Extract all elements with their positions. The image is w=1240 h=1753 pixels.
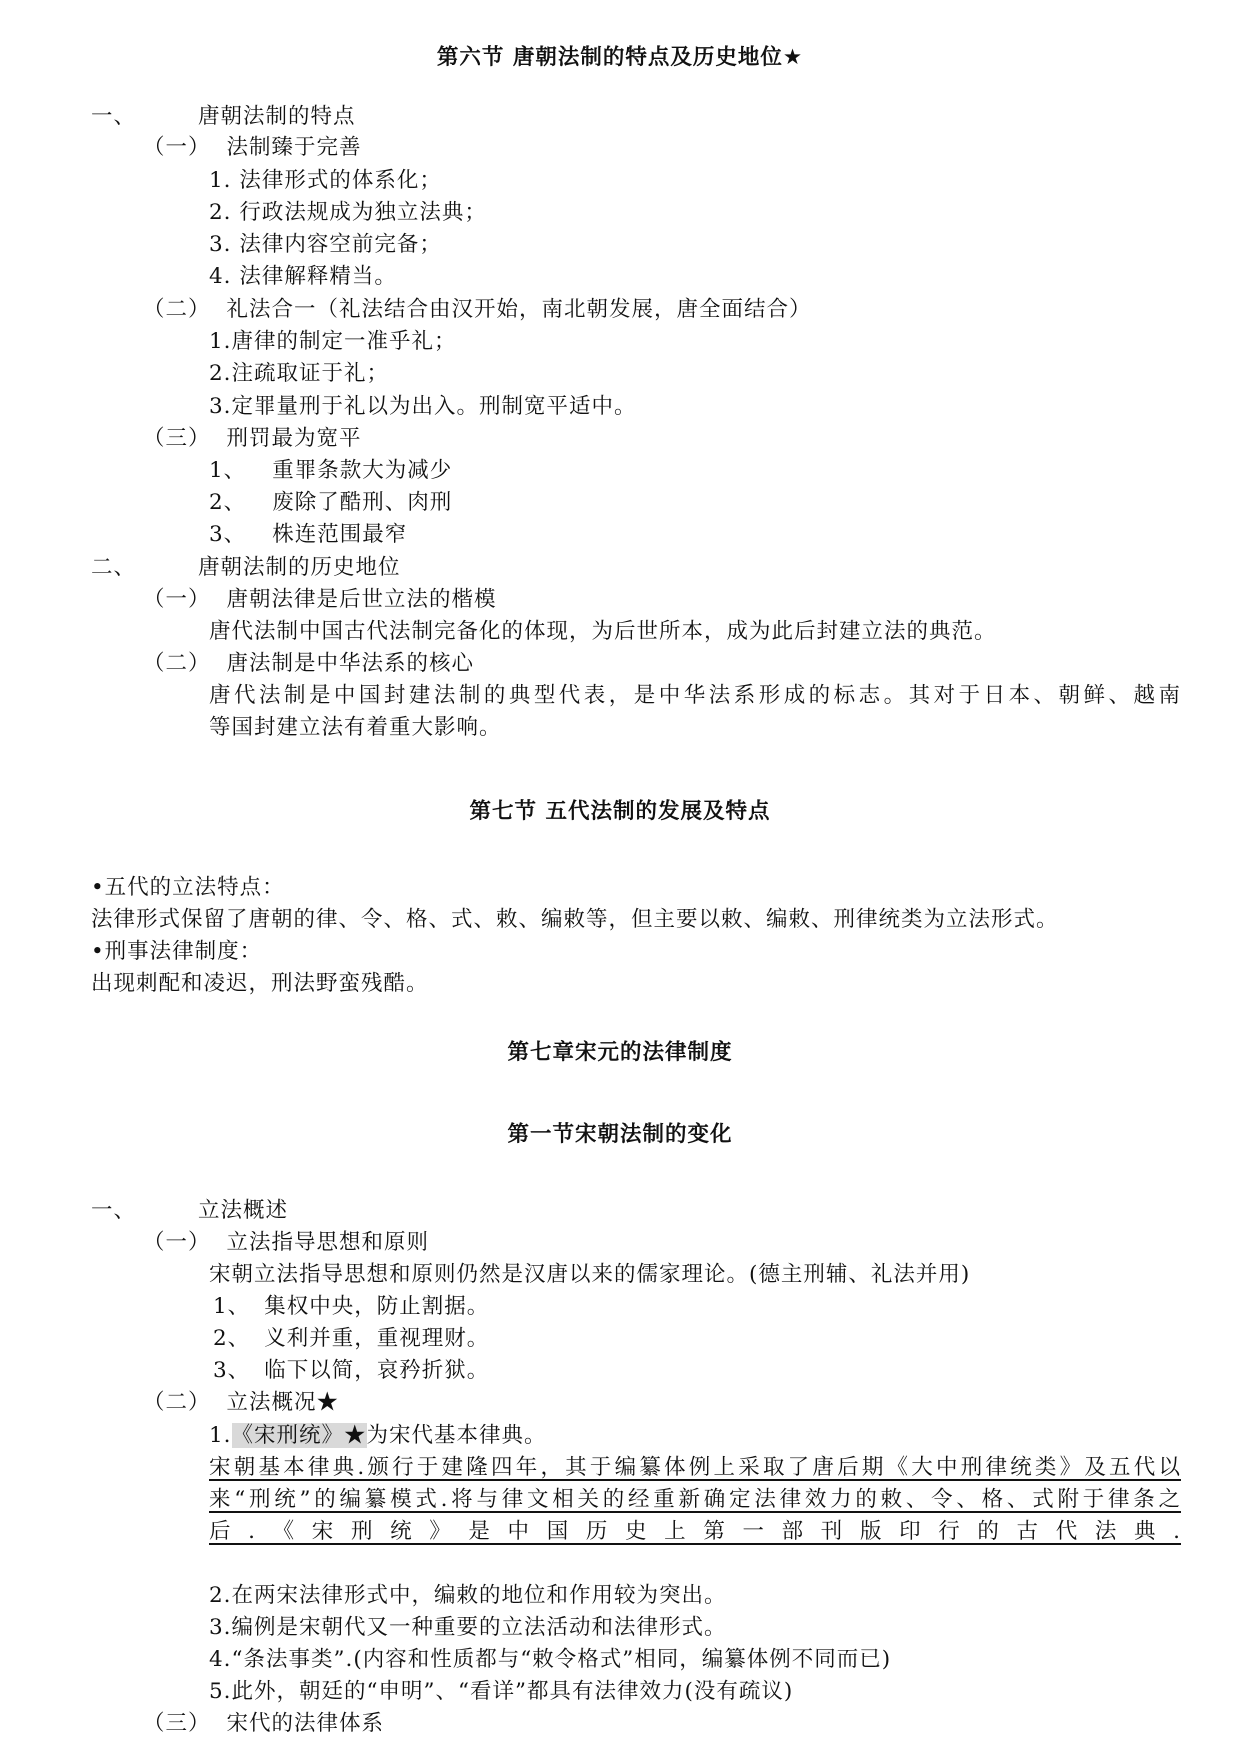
bullet-heading: •刑事法律制度： (91, 939, 263, 964)
list-item: 1、 重罪条款大为减少 (209, 458, 453, 483)
list-item: 1. 法律形式的体系化； (209, 168, 442, 193)
paragraph-line: 出现刺配和凌迟，刑法野蛮残酷。 (91, 971, 429, 996)
heading-level2: （二） 礼法合一（礼法结合由汉开始，南北朝发展，唐全面结合） (143, 297, 812, 322)
heading-level1: 一、 立法概述 (91, 1198, 289, 1223)
heading-level1: 二、 唐朝法制的历史地位 (91, 555, 401, 580)
heading-level2: （一） 法制臻于完善 (143, 135, 362, 160)
paragraph-line: 宋朝立法指导思想和原则仍然是汉唐以来的儒家理论。(德主刑辅、礼法并用) (209, 1262, 971, 1287)
heading-level1 (91, 102, 356, 132)
list-item: 1.唐律的制定一准乎礼； (209, 329, 457, 354)
heading-level2: （一） 立法指导思想和原则 (143, 1230, 430, 1255)
list-item: 2、 义利并重，重视理财。 (213, 1326, 490, 1351)
list-item: 3.定罪量刑于礼以为出入。刑制宽平适中。 (209, 394, 637, 419)
list-item: 4.“条法事类”.(内容和性质都与“敕令格式”相同，编纂体例不同而已) (209, 1647, 892, 1672)
list-item: 2. 行政法规成为独立法典； (209, 200, 487, 225)
bullet-heading: •五代的立法特点： (91, 875, 285, 900)
heading-text: 唐朝法制的特点 (198, 104, 356, 129)
paragraph-line: 唐代法制是中国封建法制的典型代表，是中华法系形成的标志。其对于日本、朝鲜、越南 (209, 683, 1181, 708)
section-heading: 第一节宋朝法制的变化 (507, 1122, 733, 1147)
paragraph-line: 唐代法制中国古代法制完备化的体现，为后世所本，成为此后封建立法的典范。 (209, 619, 997, 644)
numeral: 一、 (91, 104, 137, 129)
list-item: 3.编例是宋朝代又一种重要的立法活动和法律形式。 (209, 1615, 727, 1640)
list-item: 1.《宋刑统》★为宋代基本律典。 (209, 1423, 547, 1448)
list-item: 1、 集权中央，防止割据。 (213, 1294, 490, 1319)
paragraph-line: 等国封建立法有着重大影响。 (209, 715, 502, 740)
list-item: 4. 法律解释精当。 (209, 264, 397, 289)
heading-level2: （三） 宋代的法律体系 (143, 1711, 385, 1736)
list-item: 3、 临下以简，哀矜折狱。 (213, 1358, 490, 1383)
underlined-line: 来“刑统”的编纂模式.将与律文相关的经重新确定法律效力的敕、令、格、式附于律条之 (209, 1487, 1181, 1512)
section-heading: 第六节 唐朝法制的特点及历史地位★ (436, 45, 804, 70)
underlined-line: 后.《宋刑统》是中国历史上第一部刊版印行的古代法典. (209, 1519, 1181, 1544)
list-item: 2、 废除了酷刑、肉刑 (209, 490, 453, 515)
list-item: 2.注疏取证于礼； (209, 361, 390, 386)
list-item: 2.在两宋法律形式中，编敕的地位和作用较为突出。 (209, 1583, 727, 1608)
heading-level2: （二） 唐法制是中华法系的核心 (143, 651, 475, 676)
section-heading: 第七节 五代法制的发展及特点 (469, 799, 771, 824)
paragraph-line: 法律形式保留了唐朝的律、令、格、式、敕、编敕等，但主要以敕、编敕、刑律统类为立法形式。 (91, 907, 1059, 932)
list-item: 5.此外，朝廷的“申明”、“看详”都具有法律效力(没有疏议) (209, 1679, 794, 1704)
highlighted-text: 《宋刑统》★ (231, 1423, 367, 1448)
heading-level2: （二） 立法概况★ (143, 1390, 340, 1415)
heading-level2: （三） 刑罚最为宽平 (143, 426, 362, 451)
list-item: 3. 法律内容空前完备； (209, 232, 442, 257)
chapter-heading: 第七章宋元的法律制度 (507, 1040, 733, 1065)
heading-level2: （一） 唐朝法律是后世立法的楷模 (143, 587, 497, 612)
list-item: 3、 株连范围最窄 (209, 522, 408, 547)
underlined-line: 宋朝基本律典.颁行于建隆四年，其于编纂体例上采取了唐后期《大中刑律统类》及五代以 (209, 1455, 1181, 1480)
